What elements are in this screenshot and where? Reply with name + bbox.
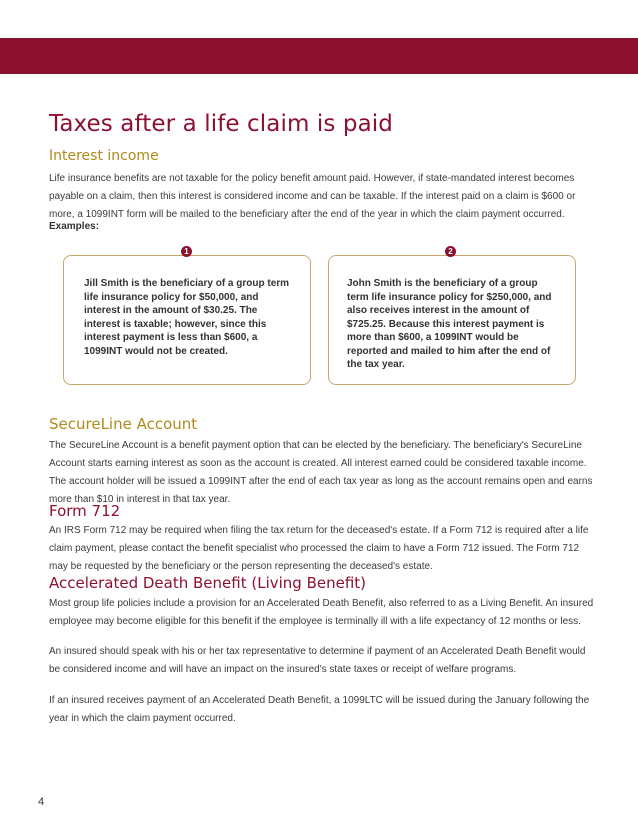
page-number: 4 [38,796,45,808]
secureline-heading: SecureLine Account [49,415,198,433]
page-title: Taxes after a life claim is paid [49,111,393,137]
example-number-1: 1 [181,246,192,257]
header-band [0,38,638,74]
example-text-2: John Smith is the beneficiary of a group term life insurance policy for $250,000, and also receives interest in the amount of $725.25. Because this interest payment is more than $600, a 1099INT would be reported and mailed to him after the end of the tax year. [347,278,552,370]
adb-paragraph-1: Most group life policies include a provision for an Accelerated Death Benefit, also referred to as a Living Benefit. An insured employee may become eligible for this benefit if the employee is terminally ill with a life expectancy of 12 months or less. [49,598,594,627]
interest-income-paragraph: Life insurance benefits are not taxable for the policy benefit amount paid. However, if state-mandated interest becomes payable on a claim, then this interest is considered income and can be taxable. If the interest paid on a claim is $600 or more, a 1099INT form will be mailed to the beneficiary after the end of the year in which the claim payment occurred. [49,173,576,220]
adb-paragraph-2: An insured should speak with his or her tax representative to determine if payment of an Accelerated Death Benefit would be considered income and will have an impact on the insured's state taxes or receipt of welfare programs. [49,646,586,675]
interest-income-heading: Interest income [49,148,159,164]
adb-heading: Accelerated Death Benefit (Living Benefit) [49,574,367,592]
examples-label: Examples: [49,221,100,232]
adb-paragraph-3: If an insured receives payment of an Accelerated Death Benefit, a 1099LTC will be issued during the January following the year in which the claim payment occurred. [49,695,590,724]
form712-paragraph: An IRS Form 712 may be required when filing the tax return for the deceased's estate. If a Form 712 is required after a life claim payment, please contact the benefit specialist who processed the claim to have a Form 712 issued. The Form 712 may be requested by the beneficiary or the person representing the deceased's estate. [49,525,589,572]
example-text-1: Jill Smith is the beneficiary of a group term life insurance policy for $50,000, and interest in the amount of $30.25. The interest is taxable; however, since this interest payment is less than $600, a 1099INT would not be created. [84,278,290,357]
secureline-paragraph: The SecureLine Account is a benefit payment option that can be elected by the beneficiary. The beneficiary's SecureLine Account starts earning interest as soon as the account is created. All interest earned could be considered taxable income. The account holder will be issued a 1099INT after the end of each tax year as long as the account remains open and earns more than $10 in interest in that tax year. [49,440,593,505]
example-number-2: 2 [445,246,456,257]
form712-heading: Form 712 [49,502,121,520]
